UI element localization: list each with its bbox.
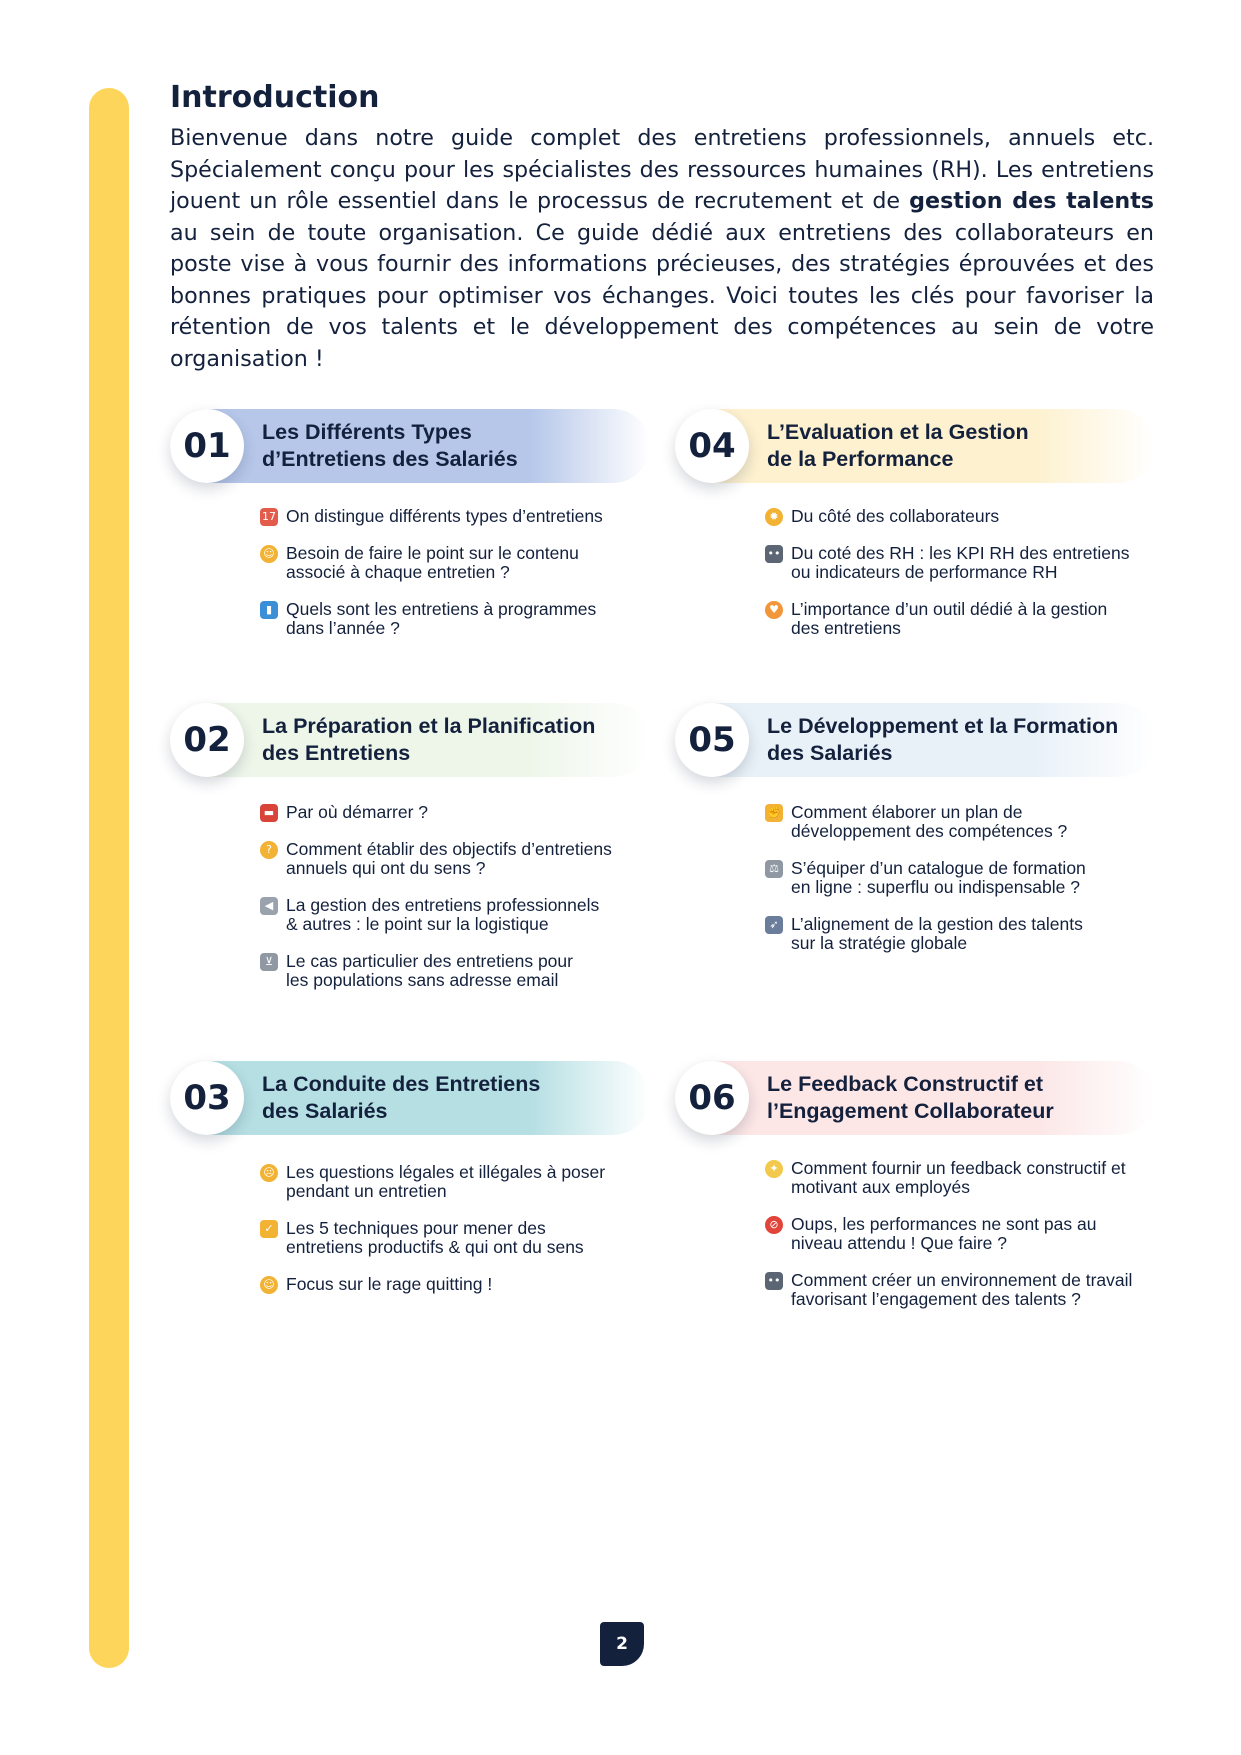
- list-item: [260, 1163, 650, 1201]
- intro-paragraph: [170, 123, 1154, 375]
- list-item: [260, 896, 650, 934]
- list-item: [260, 803, 650, 822]
- list-item-text: Par où démarrer ?: [286, 802, 429, 822]
- section-02: [170, 703, 650, 1008]
- section-items: [260, 507, 650, 638]
- list-item-text: Comment élaborer un plan de développement des compétences ?: [791, 802, 1068, 841]
- section-items: [260, 1163, 650, 1294]
- list-item-text: Comment établir des objectifs d’entretiens annuels qui ont du sens ?: [286, 839, 612, 878]
- section-number: 04: [675, 409, 749, 483]
- section-number: 01: [170, 409, 244, 483]
- section-01: [170, 409, 650, 656]
- list-item-text: Besoin de faire le point sur le contenu associé à chaque entretien ?: [286, 543, 579, 582]
- teacher-face-icon: ☺: [260, 545, 278, 563]
- intro-title: Introduction: [170, 80, 380, 115]
- thumbs-up-icon: ✓: [260, 1220, 278, 1238]
- list-item-text: Les 5 techniques pour mener des entretiens productifs & qui ont du sens: [286, 1218, 584, 1257]
- eyes-icon: ••: [765, 1272, 783, 1290]
- list-item-text: On distingue différents types d’entretiens: [286, 506, 603, 526]
- thinking-face-icon: ?: [260, 841, 278, 859]
- list-item-text: Comment fournir un feedback constructif et motivant aux employés: [791, 1158, 1126, 1197]
- section-header: [170, 1061, 650, 1135]
- list-item-text: S’équiper d’un catalogue de formation en ligne : superflu ou indispensable ?: [791, 858, 1086, 897]
- list-item-text: Du coté des RH : les KPI RH des entretiens ou indicateurs de performance RH: [791, 543, 1130, 582]
- list-item-text: L’alignement de la gestion des talents sur la stratégie globale: [791, 914, 1083, 953]
- section-06: [675, 1061, 1155, 1327]
- toolbox-icon: ▬: [260, 804, 278, 822]
- list-item: [260, 507, 650, 526]
- section-number: 02: [170, 703, 244, 777]
- section-03: [170, 1061, 650, 1312]
- list-item-text: La gestion des entretiens professionnels & autres : le point sur la logistique: [286, 895, 600, 934]
- list-item-text: Le cas particulier des entretiens pour les populations sans adresse email: [286, 951, 573, 990]
- sun-icon: ✹: [765, 508, 783, 526]
- section-title: La Préparation et la Planification des Entretiens: [262, 714, 596, 765]
- section-04: [675, 409, 1155, 656]
- section-header: [675, 409, 1155, 483]
- section-title: Les Différents Types d’Entretiens des Salariés: [262, 420, 518, 471]
- list-item: [765, 1271, 1155, 1309]
- worried-face-icon: ☹: [260, 1164, 278, 1182]
- heart-eyes-icon: ♥: [765, 601, 783, 619]
- balance-scale-icon: ⚖: [765, 860, 783, 878]
- section-number: 03: [170, 1061, 244, 1135]
- page-number: 2: [600, 1622, 644, 1666]
- section-items: [765, 507, 1155, 638]
- list-item: [260, 544, 650, 582]
- section-items: [765, 1159, 1155, 1309]
- eyes-icon: ••: [765, 545, 783, 563]
- list-item: [765, 915, 1155, 953]
- section-number: 06: [675, 1061, 749, 1135]
- rocket-icon: ➶: [765, 916, 783, 934]
- intro-text-start: Bienvenue dans notre guide complet des entretiens professionnels, annuels etc. Spécialement conçu pour les spécialistes des ressources humaines (RH). Les entretiens jouent un rôle essentiel dans le processus de recrutement et de: [170, 125, 1154, 214]
- section-05: [675, 703, 1155, 971]
- bar-chart-icon: ▮: [260, 601, 278, 619]
- decorative-side-bar: [89, 88, 129, 1668]
- list-item-text: Comment créer un environnement de travail favorisant l’engagement des talents ?: [791, 1270, 1133, 1309]
- list-item: [765, 803, 1155, 841]
- grimacing-face-icon: ☺: [260, 1276, 278, 1294]
- section-title: La Conduite des Entretiens des Salariés: [262, 1072, 541, 1123]
- section-number: 05: [675, 703, 749, 777]
- shopping-cart-icon: ⊻: [260, 953, 278, 971]
- prohibited-icon: ⊘: [765, 1216, 783, 1234]
- section-items: [765, 803, 1155, 953]
- list-item: [260, 1219, 650, 1257]
- list-item-text: L’importance d’un outil dédié à la gestion des entretiens: [791, 599, 1108, 638]
- list-item: [765, 1215, 1155, 1253]
- list-item: [260, 952, 650, 990]
- section-title: L’Evaluation et la Gestion de la Performance: [767, 420, 1029, 471]
- list-item-text: Du côté des collaborateurs: [791, 506, 1000, 526]
- megaphone-icon: ◀: [260, 897, 278, 915]
- section-title: Le Développement et la Formation des Salariés: [767, 714, 1119, 765]
- list-item: [260, 600, 650, 638]
- intro-text-bold: gestion des talents: [909, 188, 1155, 214]
- section-items: [260, 803, 650, 990]
- section-header: [170, 409, 650, 483]
- calendar-icon: 17: [260, 508, 278, 526]
- list-item-text: Les questions légales et illégales à poser pendant un entretien: [286, 1162, 606, 1201]
- intro-text-end: au sein de toute organisation. Ce guide dédié aux entretiens des collaborateurs en poste vise à vous fournir des informations précieuses, des stratégies éprouvées et des bonnes pratiques pour optimiser vos échanges. Voici toutes les clés pour favoriser la rétention de vos talents et le développement des compétences au sein de votre organisation !: [170, 219, 1154, 372]
- section-header: [170, 703, 650, 777]
- list-item: [765, 544, 1155, 582]
- section-header: [675, 703, 1155, 777]
- list-item: [765, 859, 1155, 897]
- flexed-biceps-icon: ✊: [765, 804, 783, 822]
- list-item: [765, 1159, 1155, 1197]
- list-item: [260, 840, 650, 878]
- dizzy-star-icon: ✦: [765, 1160, 783, 1178]
- list-item: [260, 1275, 650, 1294]
- section-header: [675, 1061, 1155, 1135]
- list-item: [765, 600, 1155, 638]
- list-item: [765, 507, 1155, 526]
- list-item-text: Focus sur le rage quitting !: [286, 1274, 493, 1294]
- section-title: Le Feedback Constructif et l’Engagement Collaborateur: [767, 1072, 1054, 1123]
- list-item-text: Quels sont les entretiens à programmes dans l’année ?: [286, 599, 597, 638]
- list-item-text: Oups, les performances ne sont pas au niveau attendu ! Que faire ?: [791, 1214, 1097, 1253]
